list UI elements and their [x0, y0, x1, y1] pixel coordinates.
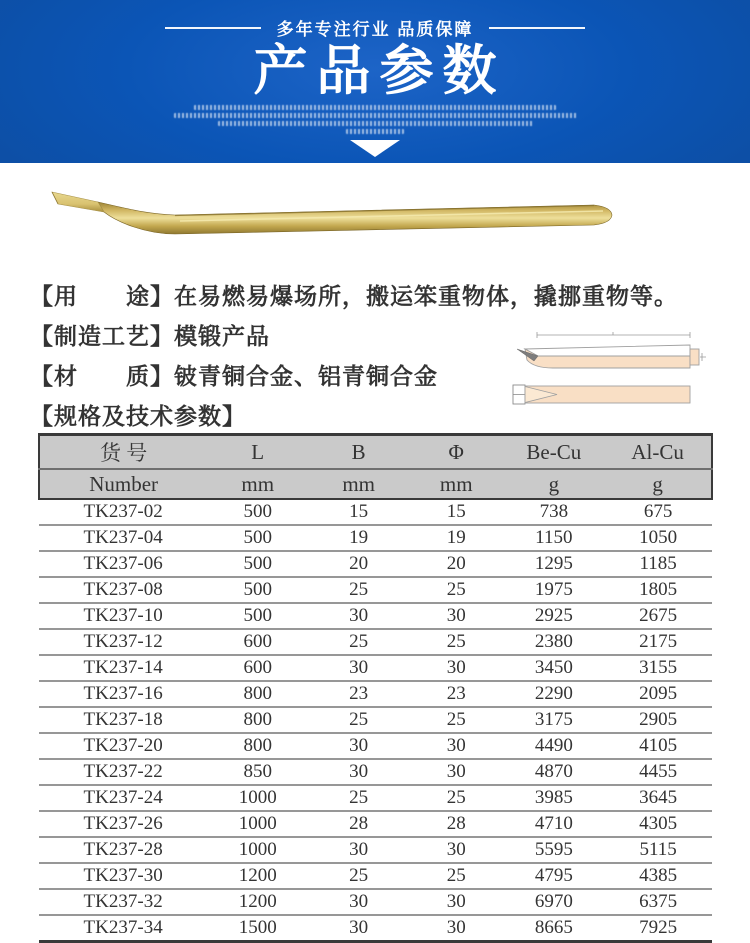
table-cell: 2905: [604, 707, 712, 733]
table-row: [39, 785, 712, 811]
table-row: [39, 915, 712, 942]
table-cell: 2380: [503, 629, 604, 655]
col-unit-number: Number: [39, 469, 207, 499]
table-cell: 25: [409, 577, 503, 603]
table-cell: 20: [308, 551, 409, 577]
table-cell: 600: [207, 629, 308, 655]
table-cell: 23: [409, 681, 503, 707]
col-header-becu: Be-Cu: [503, 435, 604, 470]
technical-drawings: [505, 323, 720, 413]
table-cell: 4385: [604, 863, 712, 889]
table-cell: 1295: [503, 551, 604, 577]
table-cell: 30: [308, 733, 409, 759]
table-cell: TK237-18: [39, 707, 207, 733]
table-cell: 30: [409, 759, 503, 785]
spec-table: [38, 433, 713, 943]
table-cell: 4710: [503, 811, 604, 837]
table-cell: 7925: [604, 915, 712, 942]
table-cell: TK237-10: [39, 603, 207, 629]
table-cell: TK237-20: [39, 733, 207, 759]
table-cell: TK237-26: [39, 811, 207, 837]
table-cell: 1200: [207, 863, 308, 889]
table-cell: 30: [308, 759, 409, 785]
arrow-down-icon: [350, 140, 400, 157]
table-cell: 30: [308, 603, 409, 629]
table-cell: 1050: [604, 525, 712, 551]
col-unit-alcu: g: [604, 469, 712, 499]
table-cell: 1500: [207, 915, 308, 942]
watermark-micro-text: [0, 105, 750, 134]
table-cell: 3645: [604, 785, 712, 811]
table-cell: 8665: [503, 915, 604, 942]
product-photo-brass-pry-bar: [45, 184, 620, 249]
table-cell: 1975: [503, 577, 604, 603]
table-cell: 1000: [207, 811, 308, 837]
watermark-line: [346, 129, 404, 134]
page-title: 产品参数: [253, 41, 506, 101]
pry-bar-point-end-drawing: [513, 385, 690, 404]
header-row-units: [39, 469, 712, 499]
table-cell: 500: [207, 603, 308, 629]
col-header-phi: Φ: [409, 435, 503, 470]
table-row: [39, 551, 712, 577]
col-header-alcu: Al-Cu: [604, 435, 712, 470]
spec-table-head: [39, 435, 712, 500]
table-cell: 800: [207, 733, 308, 759]
table-cell: 30: [409, 915, 503, 942]
table-cell: 3450: [503, 655, 604, 681]
info-label: 【用 途】: [30, 283, 174, 309]
table-cell: TK237-16: [39, 681, 207, 707]
table-cell: 19: [308, 525, 409, 551]
table-row: [39, 811, 712, 837]
table-cell: 30: [308, 655, 409, 681]
table-cell: 500: [207, 525, 308, 551]
table-cell: 6375: [604, 889, 712, 915]
table-cell: TK237-08: [39, 577, 207, 603]
table-cell: 28: [308, 811, 409, 837]
table-row: [39, 525, 712, 551]
table-cell: 20: [409, 551, 503, 577]
info-text: 在易燃易爆场所，搬运笨重物体，撬挪重物等。: [174, 283, 678, 309]
table-cell: 25: [308, 629, 409, 655]
table-cell: 5595: [503, 837, 604, 863]
col-header-number-cn: 货 号: [39, 435, 207, 470]
table-cell: TK237-12: [39, 629, 207, 655]
table-cell: 25: [308, 863, 409, 889]
table-cell: 800: [207, 681, 308, 707]
table-cell: 30: [409, 603, 503, 629]
table-cell: 3985: [503, 785, 604, 811]
table-cell: 30: [409, 733, 503, 759]
table-row: [39, 837, 712, 863]
spec-table-body: [39, 499, 712, 942]
table-cell: 3155: [604, 655, 712, 681]
pry-bar-chisel-end-drawing: [517, 332, 706, 368]
table-cell: 2175: [604, 629, 712, 655]
table-cell: 23: [308, 681, 409, 707]
col-unit-becu: g: [503, 469, 604, 499]
table-row: [39, 733, 712, 759]
info-text: 模锻产品: [174, 323, 270, 349]
table-cell: 30: [308, 889, 409, 915]
table-cell: 4870: [503, 759, 604, 785]
table-cell: 30: [409, 889, 503, 915]
table-cell: 28: [409, 811, 503, 837]
table-cell: 2290: [503, 681, 604, 707]
table-cell: 6970: [503, 889, 604, 915]
table-cell: 15: [409, 499, 503, 525]
table-cell: 4455: [604, 759, 712, 785]
table-cell: 30: [409, 655, 503, 681]
table-cell: 2675: [604, 603, 712, 629]
table-cell: 25: [409, 629, 503, 655]
table-cell: 15: [308, 499, 409, 525]
tagline-right-line: [489, 27, 585, 29]
table-cell: TK237-04: [39, 525, 207, 551]
table-cell: 1185: [604, 551, 712, 577]
table-row: [39, 499, 712, 525]
table-cell: 19: [409, 525, 503, 551]
watermark-line: [174, 113, 577, 118]
table-cell: 25: [308, 707, 409, 733]
table-cell: 500: [207, 577, 308, 603]
table-cell: TK237-32: [39, 889, 207, 915]
col-header-B: B: [308, 435, 409, 470]
table-cell: 25: [308, 577, 409, 603]
table-cell: 600: [207, 655, 308, 681]
table-row: [39, 863, 712, 889]
table-row: [39, 707, 712, 733]
table-row: [39, 681, 712, 707]
table-cell: 738: [503, 499, 604, 525]
table-cell: TK237-06: [39, 551, 207, 577]
info-line-usage: [30, 276, 678, 316]
table-cell: 3175: [503, 707, 604, 733]
header-row-cn: [39, 435, 712, 470]
table-cell: 25: [409, 863, 503, 889]
table-row: [39, 759, 712, 785]
table-cell: 30: [409, 837, 503, 863]
table-cell: 4795: [503, 863, 604, 889]
tagline-left-line: [165, 27, 261, 29]
col-header-L: L: [207, 435, 308, 470]
info-label: 【规格及技术参数】: [30, 403, 246, 429]
table-row: [39, 629, 712, 655]
table-cell: 25: [308, 785, 409, 811]
table-cell: 25: [409, 785, 503, 811]
table-row: [39, 655, 712, 681]
table-row: [39, 889, 712, 915]
col-unit-B: mm: [308, 469, 409, 499]
table-cell: 1805: [604, 577, 712, 603]
table-row: [39, 577, 712, 603]
table-cell: 675: [604, 499, 712, 525]
table-cell: 500: [207, 551, 308, 577]
table-cell: TK237-24: [39, 785, 207, 811]
table-cell: 4305: [604, 811, 712, 837]
watermark-line: [218, 121, 533, 126]
info-label: 【材 质】: [30, 363, 174, 389]
table-cell: 2095: [604, 681, 712, 707]
table-cell: 30: [308, 915, 409, 942]
info-label: 【制造工艺】: [30, 323, 174, 349]
info-text: 铍青铜合金、铝青铜合金: [174, 363, 438, 389]
table-cell: TK237-34: [39, 915, 207, 942]
col-unit-phi: mm: [409, 469, 503, 499]
header-banner: [0, 0, 750, 163]
table-cell: TK237-14: [39, 655, 207, 681]
table-cell: TK237-02: [39, 499, 207, 525]
table-cell: 25: [409, 707, 503, 733]
tagline-row: [0, 0, 750, 40]
table-row: [39, 603, 712, 629]
table-cell: 1000: [207, 837, 308, 863]
table-cell: 5115: [604, 837, 712, 863]
watermark-line: [194, 105, 556, 110]
table-cell: TK237-30: [39, 863, 207, 889]
table-cell: 850: [207, 759, 308, 785]
table-cell: 4490: [503, 733, 604, 759]
table-cell: 1150: [503, 525, 604, 551]
table-cell: TK237-22: [39, 759, 207, 785]
table-cell: 1000: [207, 785, 308, 811]
table-cell: 800: [207, 707, 308, 733]
table-cell: 1200: [207, 889, 308, 915]
table-cell: 500: [207, 499, 308, 525]
table-cell: TK237-28: [39, 837, 207, 863]
table-cell: 2925: [503, 603, 604, 629]
table-cell: 30: [308, 837, 409, 863]
table-cell: 4105: [604, 733, 712, 759]
col-unit-L: mm: [207, 469, 308, 499]
header-tagline: 多年专注行业 品质保障: [276, 20, 474, 39]
